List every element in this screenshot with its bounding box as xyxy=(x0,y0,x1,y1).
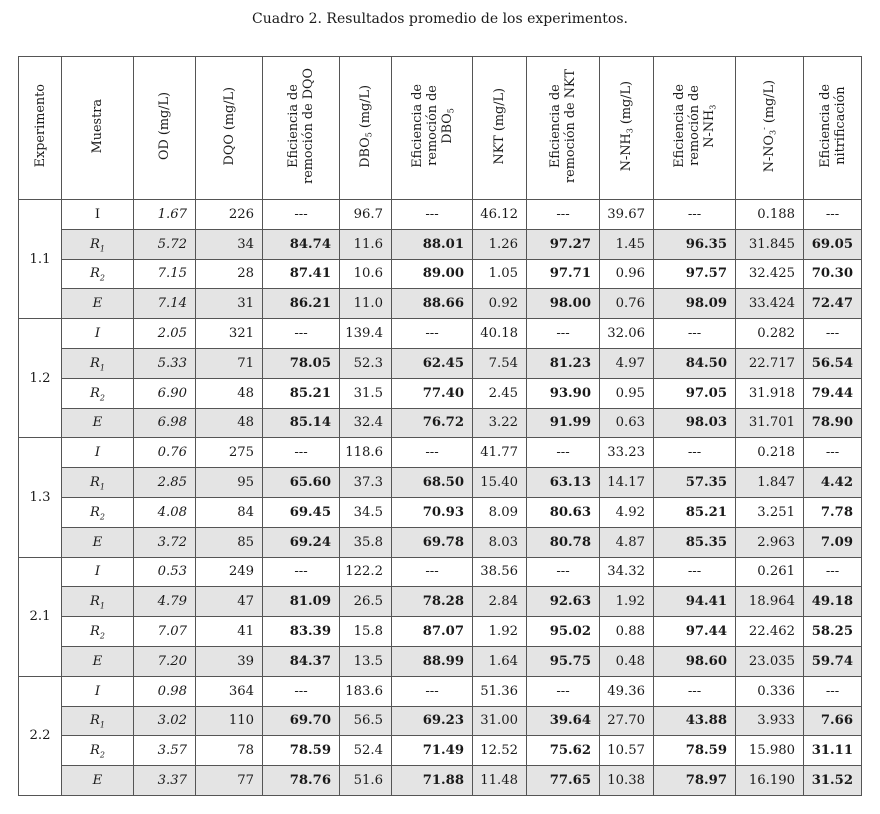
cell-nh3: 0.96 xyxy=(600,259,654,289)
cell-ef-nkt: --- xyxy=(527,438,600,468)
cell-ef-nkt: 39.64 xyxy=(527,706,600,736)
header-nh3: $N-NH_3$ (mg/L) xyxy=(600,57,654,200)
cell-ef-nkt: 81.23 xyxy=(527,348,600,378)
cell-nh3: 27.70 xyxy=(600,706,654,736)
cell-od: 0.98 xyxy=(134,676,196,706)
header-od: OD (mg/L) xyxy=(134,57,196,200)
cell-ef-nh3: --- xyxy=(654,557,736,587)
cell-od: 4.08 xyxy=(134,497,196,527)
cell-ef-nh3: --- xyxy=(654,676,736,706)
cell-od: 0.53 xyxy=(134,557,196,587)
cell-dqo: 31 xyxy=(196,289,263,319)
table-row xyxy=(19,497,862,527)
cell-nh3: 14.17 xyxy=(600,468,654,498)
cell-ef-dqo: 83.39 xyxy=(263,617,340,647)
cell-nkt: 15.40 xyxy=(473,468,527,498)
table-row xyxy=(19,706,862,736)
cell-ef-nh3: 97.44 xyxy=(654,617,736,647)
cell-muestra: $R_1$ xyxy=(62,587,134,617)
cell-no3: 31.701 xyxy=(736,408,804,438)
cell-nkt: 3.22 xyxy=(473,408,527,438)
cell-no3: 16.190 xyxy=(736,766,804,796)
header-row xyxy=(19,57,862,200)
cell-ef-nitrificacion: 56.54 xyxy=(804,348,862,378)
cell-nh3: 4.92 xyxy=(600,497,654,527)
table-body xyxy=(19,200,862,796)
table-row xyxy=(19,527,862,557)
cell-no3: 2.963 xyxy=(736,527,804,557)
header-dqo: DQO (mg/L) xyxy=(196,57,263,200)
cell-no3: 0.218 xyxy=(736,438,804,468)
cell-ef-nh3: 78.59 xyxy=(654,736,736,766)
cell-od: 4.79 xyxy=(134,587,196,617)
cell-muestra: E xyxy=(62,646,134,676)
cell-nkt: 40.18 xyxy=(473,319,527,349)
cell-ef-nh3: --- xyxy=(654,319,736,349)
cell-nkt: 41.77 xyxy=(473,438,527,468)
cell-muestra: $R_2$ xyxy=(62,736,134,766)
cell-ef-dbo: --- xyxy=(392,557,473,587)
cell-ef-nitrificacion: 49.18 xyxy=(804,587,862,617)
cell-dbo: 52.4 xyxy=(340,736,392,766)
table-row xyxy=(19,676,862,706)
cell-experimento: 1.2 xyxy=(19,319,62,438)
cell-ef-dqo: 78.59 xyxy=(263,736,340,766)
cell-ef-dbo: 88.01 xyxy=(392,229,473,259)
cell-nh3: 10.57 xyxy=(600,736,654,766)
cell-no3: 0.261 xyxy=(736,557,804,587)
cell-ef-nitrificacion: 59.74 xyxy=(804,646,862,676)
cell-od: 6.98 xyxy=(134,408,196,438)
cell-ef-nitrificacion: 70.30 xyxy=(804,259,862,289)
cell-nkt: 7.54 xyxy=(473,348,527,378)
cell-no3: 3.933 xyxy=(736,706,804,736)
cell-ef-nitrificacion: 31.52 xyxy=(804,766,862,796)
cell-od: 3.57 xyxy=(134,736,196,766)
header-nkt: NKT (mg/L) xyxy=(473,57,527,200)
cell-ef-dbo: --- xyxy=(392,438,473,468)
header-ef-nitrificacion: Eficiencia de nitrificación xyxy=(804,57,862,200)
cell-ef-nkt: 97.71 xyxy=(527,259,600,289)
cell-muestra: E xyxy=(62,289,134,319)
cell-ef-dbo: 69.23 xyxy=(392,706,473,736)
cell-dqo: 110 xyxy=(196,706,263,736)
cell-nkt: 38.56 xyxy=(473,557,527,587)
cell-dbo: 15.8 xyxy=(340,617,392,647)
cell-od: 5.72 xyxy=(134,229,196,259)
cell-od: 1.67 xyxy=(134,200,196,230)
cell-ef-dbo: 62.45 xyxy=(392,348,473,378)
cell-ef-nitrificacion: --- xyxy=(804,557,862,587)
cell-experimento: 1.3 xyxy=(19,438,62,557)
cell-ef-dbo: --- xyxy=(392,200,473,230)
cell-nkt: 2.84 xyxy=(473,587,527,617)
cell-od: 2.85 xyxy=(134,468,196,498)
cell-nkt: 51.36 xyxy=(473,676,527,706)
cell-nh3: 33.23 xyxy=(600,438,654,468)
cell-ef-dqo: 85.14 xyxy=(263,408,340,438)
cell-nkt: 31.00 xyxy=(473,706,527,736)
cell-nkt: 0.92 xyxy=(473,289,527,319)
table-row xyxy=(19,259,862,289)
cell-ef-nkt: --- xyxy=(527,676,600,706)
header-ef-nh3: Eficiencia de remoción de $N-NH_3$ xyxy=(654,57,736,200)
cell-muestra: I xyxy=(62,438,134,468)
cell-nh3: 10.38 xyxy=(600,766,654,796)
cell-dbo: 35.8 xyxy=(340,527,392,557)
cell-dbo: 122.2 xyxy=(340,557,392,587)
cell-dqo: 48 xyxy=(196,408,263,438)
cell-ef-dqo: --- xyxy=(263,676,340,706)
cell-ef-dqo: 69.24 xyxy=(263,527,340,557)
cell-ef-dqo: 65.60 xyxy=(263,468,340,498)
cell-ef-nkt: 92.63 xyxy=(527,587,600,617)
cell-nh3: 34.32 xyxy=(600,557,654,587)
cell-ef-dbo: 77.40 xyxy=(392,378,473,408)
cell-dbo: 51.6 xyxy=(340,766,392,796)
header-dbo: $DBO_5$ (mg/L) xyxy=(340,57,392,200)
cell-experimento: 2.1 xyxy=(19,557,62,676)
cell-ef-nh3: 43.88 xyxy=(654,706,736,736)
cell-ef-nh3: 78.97 xyxy=(654,766,736,796)
cell-nkt: 46.12 xyxy=(473,200,527,230)
cell-nkt: 8.09 xyxy=(473,497,527,527)
cell-no3: 22.717 xyxy=(736,348,804,378)
cell-dqo: 28 xyxy=(196,259,263,289)
cell-dqo: 364 xyxy=(196,676,263,706)
cell-muestra: E xyxy=(62,766,134,796)
cell-nh3: 1.92 xyxy=(600,587,654,617)
cell-muestra: $R_1$ xyxy=(62,229,134,259)
cell-dbo: 96.7 xyxy=(340,200,392,230)
cell-ef-dqo: 78.05 xyxy=(263,348,340,378)
cell-ef-nitrificacion: 78.90 xyxy=(804,408,862,438)
cell-ef-nitrificacion: 79.44 xyxy=(804,378,862,408)
cell-dqo: 78 xyxy=(196,736,263,766)
cell-ef-dbo: 71.88 xyxy=(392,766,473,796)
cell-ef-dbo: 88.66 xyxy=(392,289,473,319)
table-row xyxy=(19,736,862,766)
cell-dbo: 37.3 xyxy=(340,468,392,498)
cell-no3: 23.035 xyxy=(736,646,804,676)
cell-od: 0.76 xyxy=(134,438,196,468)
cell-nkt: 1.26 xyxy=(473,229,527,259)
cell-ef-nkt: 77.65 xyxy=(527,766,600,796)
cell-ef-nitrificacion: 7.66 xyxy=(804,706,862,736)
cell-dqo: 71 xyxy=(196,348,263,378)
cell-muestra: $R_2$ xyxy=(62,378,134,408)
cell-nh3: 0.88 xyxy=(600,617,654,647)
cell-od: 7.14 xyxy=(134,289,196,319)
table-row xyxy=(19,587,862,617)
header-no3: $N-NO_3^-$ (mg/L) xyxy=(736,57,804,200)
table-row xyxy=(19,200,862,230)
cell-ef-nh3: 96.35 xyxy=(654,229,736,259)
cell-ef-dqo: 69.45 xyxy=(263,497,340,527)
table-row xyxy=(19,557,862,587)
cell-ef-dqo: 69.70 xyxy=(263,706,340,736)
cell-ef-dbo: 76.72 xyxy=(392,408,473,438)
header-ef-dqo: Eficiencia de remoción de DQO xyxy=(263,57,340,200)
cell-nkt: 11.48 xyxy=(473,766,527,796)
cell-ef-nh3: 98.60 xyxy=(654,646,736,676)
cell-muestra: $R_2$ xyxy=(62,617,134,647)
cell-dbo: 11.6 xyxy=(340,229,392,259)
cell-ef-dqo: 84.37 xyxy=(263,646,340,676)
cell-ef-nkt: --- xyxy=(527,200,600,230)
cell-ef-nh3: 97.05 xyxy=(654,378,736,408)
cell-ef-dqo: 87.41 xyxy=(263,259,340,289)
cell-ef-nh3: 94.41 xyxy=(654,587,736,617)
cell-ef-dqo: --- xyxy=(263,438,340,468)
cell-dqo: 226 xyxy=(196,200,263,230)
cell-od: 7.20 xyxy=(134,646,196,676)
cell-no3: 3.251 xyxy=(736,497,804,527)
cell-dqo: 39 xyxy=(196,646,263,676)
cell-nh3: 39.67 xyxy=(600,200,654,230)
table-row xyxy=(19,766,862,796)
cell-ef-nh3: 84.50 xyxy=(654,348,736,378)
cell-ef-nkt: 95.02 xyxy=(527,617,600,647)
cell-dbo: 34.5 xyxy=(340,497,392,527)
cell-dqo: 321 xyxy=(196,319,263,349)
header-muestra: Muestra xyxy=(62,57,134,200)
cell-no3: 1.847 xyxy=(736,468,804,498)
cell-ef-nitrificacion: --- xyxy=(804,676,862,706)
cell-ef-dbo: --- xyxy=(392,676,473,706)
cell-no3: 15.980 xyxy=(736,736,804,766)
cell-ef-nitrificacion: 7.78 xyxy=(804,497,862,527)
table-row xyxy=(19,617,862,647)
table-row xyxy=(19,378,862,408)
cell-dqo: 95 xyxy=(196,468,263,498)
cell-ef-nitrificacion: 31.11 xyxy=(804,736,862,766)
cell-ef-dqo: 85.21 xyxy=(263,378,340,408)
cell-ef-nh3: --- xyxy=(654,438,736,468)
cell-ef-nitrificacion: --- xyxy=(804,438,862,468)
cell-od: 5.33 xyxy=(134,348,196,378)
header-ef-nkt: Eficiencia de remoción de NKT xyxy=(527,57,600,200)
cell-no3: 0.188 xyxy=(736,200,804,230)
cell-ef-dqo: 84.74 xyxy=(263,229,340,259)
cell-muestra: $R_1$ xyxy=(62,468,134,498)
cell-muestra: I xyxy=(62,676,134,706)
table-row xyxy=(19,289,862,319)
cell-ef-nitrificacion: --- xyxy=(804,319,862,349)
cell-od: 7.07 xyxy=(134,617,196,647)
cell-nkt: 8.03 xyxy=(473,527,527,557)
cell-ef-dbo: 89.00 xyxy=(392,259,473,289)
cell-od: 7.15 xyxy=(134,259,196,289)
cell-ef-nitrificacion: 69.05 xyxy=(804,229,862,259)
cell-nh3: 49.36 xyxy=(600,676,654,706)
cell-ef-dbo: 69.78 xyxy=(392,527,473,557)
cell-dqo: 249 xyxy=(196,557,263,587)
cell-muestra: $R_1$ xyxy=(62,706,134,736)
cell-ef-nh3: 97.57 xyxy=(654,259,736,289)
cell-ef-nh3: 98.09 xyxy=(654,289,736,319)
cell-ef-nitrificacion: 58.25 xyxy=(804,617,862,647)
cell-muestra: I xyxy=(62,200,134,230)
table-row xyxy=(19,348,862,378)
cell-muestra: E xyxy=(62,408,134,438)
cell-ef-nkt: 97.27 xyxy=(527,229,600,259)
cell-nkt: 1.64 xyxy=(473,646,527,676)
cell-od: 3.02 xyxy=(134,706,196,736)
cell-ef-nh3: 57.35 xyxy=(654,468,736,498)
cell-ef-nh3: 98.03 xyxy=(654,408,736,438)
cell-ef-nh3: 85.21 xyxy=(654,497,736,527)
table-row xyxy=(19,319,862,349)
cell-ef-nitrificacion: --- xyxy=(804,200,862,230)
cell-experimento: 2.2 xyxy=(19,676,62,795)
table-row xyxy=(19,438,862,468)
cell-muestra: $R_2$ xyxy=(62,259,134,289)
cell-od: 6.90 xyxy=(134,378,196,408)
cell-nkt: 2.45 xyxy=(473,378,527,408)
cell-muestra: E xyxy=(62,527,134,557)
cell-ef-dqo: --- xyxy=(263,319,340,349)
cell-dqo: 48 xyxy=(196,378,263,408)
cell-nh3: 1.45 xyxy=(600,229,654,259)
cell-dbo: 118.6 xyxy=(340,438,392,468)
cell-od: 2.05 xyxy=(134,319,196,349)
cell-nh3: 0.76 xyxy=(600,289,654,319)
table-row xyxy=(19,468,862,498)
cell-muestra: I xyxy=(62,557,134,587)
table-row xyxy=(19,646,862,676)
cell-nh3: 4.87 xyxy=(600,527,654,557)
cell-ef-nitrificacion: 7.09 xyxy=(804,527,862,557)
cell-no3: 0.336 xyxy=(736,676,804,706)
cell-nkt: 1.92 xyxy=(473,617,527,647)
cell-dqo: 84 xyxy=(196,497,263,527)
cell-ef-dbo: 68.50 xyxy=(392,468,473,498)
cell-no3: 33.424 xyxy=(736,289,804,319)
cell-ef-dbo: 71.49 xyxy=(392,736,473,766)
cell-no3: 22.462 xyxy=(736,617,804,647)
cell-nkt: 12.52 xyxy=(473,736,527,766)
cell-dbo: 31.5 xyxy=(340,378,392,408)
header-experimento: Experimento xyxy=(19,57,62,200)
cell-ef-nkt: 63.13 xyxy=(527,468,600,498)
cell-dqo: 77 xyxy=(196,766,263,796)
cell-ef-nkt: 91.99 xyxy=(527,408,600,438)
cell-nh3: 4.97 xyxy=(600,348,654,378)
cell-dqo: 34 xyxy=(196,229,263,259)
cell-ef-dqo: 81.09 xyxy=(263,587,340,617)
cell-ef-dqo: --- xyxy=(263,557,340,587)
cell-ef-nh3: --- xyxy=(654,200,736,230)
cell-ef-dqo: 86.21 xyxy=(263,289,340,319)
cell-no3: 31.918 xyxy=(736,378,804,408)
cell-ef-nkt: 80.78 xyxy=(527,527,600,557)
cell-ef-nitrificacion: 4.42 xyxy=(804,468,862,498)
cell-ef-nh3: 85.35 xyxy=(654,527,736,557)
cell-muestra: $R_2$ xyxy=(62,497,134,527)
cell-dbo: 52.3 xyxy=(340,348,392,378)
cell-ef-dbo: --- xyxy=(392,319,473,349)
cell-ef-nkt: 93.90 xyxy=(527,378,600,408)
cell-muestra: $R_1$ xyxy=(62,348,134,378)
cell-dbo: 10.6 xyxy=(340,259,392,289)
cell-ef-dbo: 78.28 xyxy=(392,587,473,617)
cell-dbo: 183.6 xyxy=(340,676,392,706)
cell-ef-nkt: 98.00 xyxy=(527,289,600,319)
results-table xyxy=(18,56,862,796)
table-caption: Cuadro 2. Resultados promedio de los experimentos. xyxy=(252,11,628,27)
table-row xyxy=(19,408,862,438)
cell-ef-dbo: 70.93 xyxy=(392,497,473,527)
cell-nh3: 0.63 xyxy=(600,408,654,438)
cell-ef-dbo: 87.07 xyxy=(392,617,473,647)
cell-no3: 31.845 xyxy=(736,229,804,259)
cell-dqo: 85 xyxy=(196,527,263,557)
cell-nkt: 1.05 xyxy=(473,259,527,289)
cell-dbo: 32.4 xyxy=(340,408,392,438)
cell-ef-nkt: 75.62 xyxy=(527,736,600,766)
cell-no3: 32.425 xyxy=(736,259,804,289)
cell-ef-dqo: 78.76 xyxy=(263,766,340,796)
cell-experimento: 1.1 xyxy=(19,200,62,319)
cell-dbo: 13.5 xyxy=(340,646,392,676)
cell-ef-nitrificacion: 72.47 xyxy=(804,289,862,319)
cell-ef-nkt: 80.63 xyxy=(527,497,600,527)
cell-dqo: 47 xyxy=(196,587,263,617)
cell-od: 3.37 xyxy=(134,766,196,796)
cell-ef-nkt: --- xyxy=(527,557,600,587)
cell-no3: 0.282 xyxy=(736,319,804,349)
cell-dbo: 26.5 xyxy=(340,587,392,617)
cell-dbo: 11.0 xyxy=(340,289,392,319)
cell-nh3: 32.06 xyxy=(600,319,654,349)
cell-ef-dbo: 88.99 xyxy=(392,646,473,676)
cell-ef-dqo: --- xyxy=(263,200,340,230)
cell-nh3: 0.48 xyxy=(600,646,654,676)
cell-no3: 18.964 xyxy=(736,587,804,617)
cell-nh3: 0.95 xyxy=(600,378,654,408)
cell-muestra: I xyxy=(62,319,134,349)
cell-ef-nkt: --- xyxy=(527,319,600,349)
cell-dqo: 41 xyxy=(196,617,263,647)
cell-ef-nkt: 95.75 xyxy=(527,646,600,676)
cell-dqo: 275 xyxy=(196,438,263,468)
cell-dbo: 139.4 xyxy=(340,319,392,349)
cell-dbo: 56.5 xyxy=(340,706,392,736)
table-row xyxy=(19,229,862,259)
cell-od: 3.72 xyxy=(134,527,196,557)
header-ef-dbo: Eficiencia de remoción de $DBO_5$ xyxy=(392,57,473,200)
